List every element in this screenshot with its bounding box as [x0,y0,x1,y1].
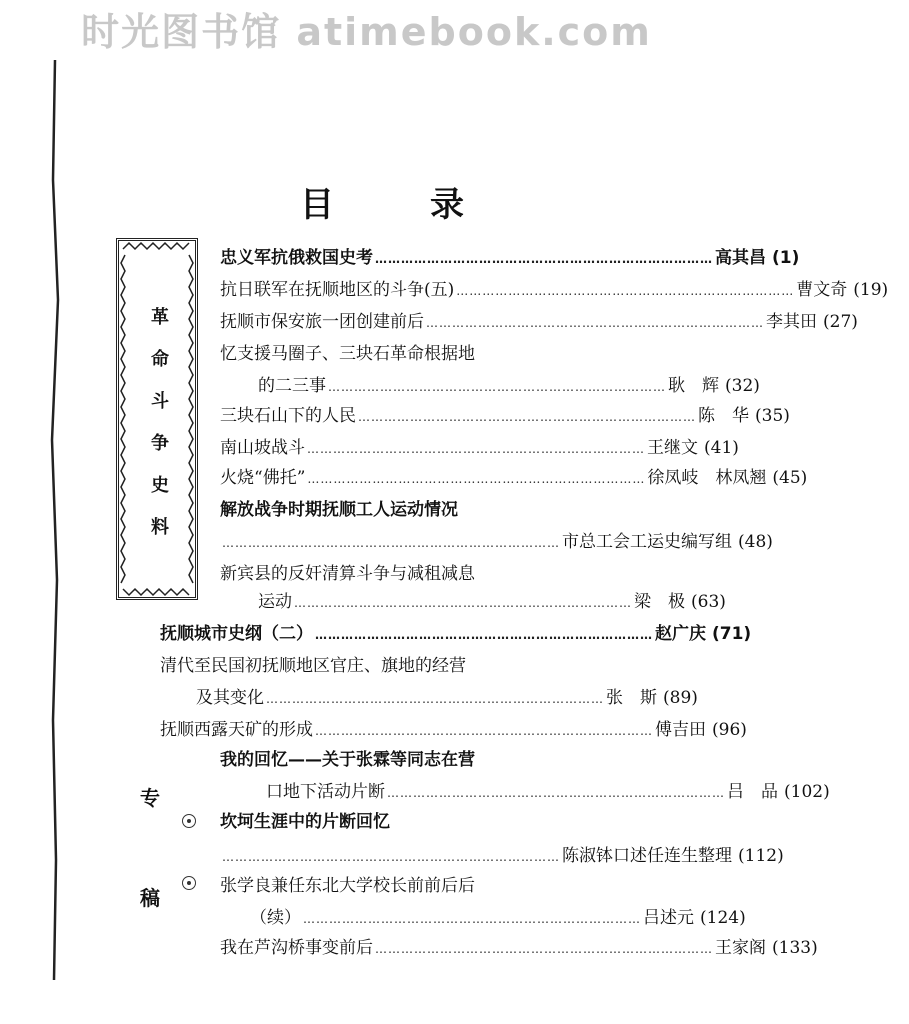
toc-page: (112) [738,846,784,866]
toc-author: 王继文 [647,438,698,458]
toc-entry[interactable] [220,402,790,430]
toc-entry[interactable] [220,528,773,556]
toc-author: 傅吉田 [655,720,706,740]
sidebar-char: 命 [151,349,169,370]
toc-entry[interactable] [266,778,830,806]
dot-leader: …………………………………………………………………… [303,912,641,926]
toc-entry[interactable] [220,308,858,336]
toc-title-line[interactable]: 解放战争时期抚顺工人运动情况 [220,500,458,520]
toc-title: 我在芦沟桥事变前后 [220,938,373,958]
toc-author: 市总工会工运史编写组 [562,532,732,552]
sidebar-char: 料 [151,517,169,538]
toc-title: 抚顺市保安旅一团创建前后 [220,312,424,332]
section-label-gao: 稿 [140,886,160,910]
toc-page: (71) [712,624,752,644]
toc-page: (45) [772,468,808,488]
dot-leader: …………………………………………………………………… [294,596,632,610]
toc-entry[interactable] [258,372,760,400]
toc-entry[interactable] [220,434,739,462]
toc-page: (27) [823,312,858,332]
toc-author: 曹文奇 [796,280,848,300]
page-title [300,180,500,230]
toc-title-line[interactable]: 坎坷生涯中的片断回忆 [220,812,390,832]
toc-page: (32) [725,376,760,396]
toc-title: 抚顺西露天矿的形成 [160,720,313,740]
toc-page: (1) [772,248,800,268]
toc-page: (133) [772,938,818,958]
dot-leader: …………………………………………………………………… [387,786,725,800]
toc-author: 梁 极 [634,592,685,612]
toc-title-line[interactable]: 新宾县的反奸清算斗争与减租减息 [220,564,475,584]
toc-title: 三块石山下的人民 [220,406,356,426]
toc-title-line[interactable]: 张学良兼任东北大学校长前前后后 [220,876,475,896]
toc-title-line[interactable]: 我的回忆——关于张霖等同志在营 [220,750,475,770]
toc-entry[interactable] [220,934,818,962]
sidebar-label [149,297,171,549]
toc-page: (89) [663,688,698,708]
dot-leader: …………………………………………………………………… [456,284,795,298]
toc-entry[interactable] [220,464,808,492]
sidebar-char: 争 [151,433,169,454]
toc-entry[interactable] [220,244,800,272]
dot-leader: …………………………………………………………………… [315,628,653,642]
toc-title: 火烧“佛托” [220,468,306,488]
toc-entry[interactable] [160,620,752,648]
toc-title: 及其变化 [196,688,264,708]
toc-title: （续） [250,908,301,928]
toc-entry[interactable] [220,276,889,304]
toc-title: 忠义军抗俄救国史考 [220,248,373,268]
section-label-zhuan: 专 [140,786,160,810]
toc-page: (41) [704,438,739,458]
sidebar-char: 斗 [151,391,169,412]
toc-page: (19) [853,280,889,300]
dot-leader: …………………………………………………………………… [307,442,645,456]
toc-author: 张 斯 [606,688,657,708]
toc-title-line[interactable]: 忆支援马圈子、三块石革命根据地 [220,344,475,364]
toc-title: 运动 [258,592,292,612]
section-sidebar-box [116,238,198,600]
toc-title: 抚顺城市史纲（二） [160,624,313,644]
title-part-1: 目 [300,185,334,225]
dot-leader: …………………………………………………………………… [222,850,560,864]
toc-page: (96) [712,720,747,740]
dot-leader: …………………………………………………………………… [328,380,666,394]
toc-title: 南山坡战斗 [220,438,305,458]
sidebar-char: 革 [151,307,169,328]
title-part-2: 录 [430,185,464,225]
toc-title: 抗日联军在抚顺地区的斗争(五) [220,280,455,300]
toc-page: (63) [691,592,726,612]
toc-author: 高其昌 [715,248,766,268]
dot-leader: …………………………………………………………………… [375,942,713,956]
toc-author: 赵广庆 [655,624,706,644]
toc-entry[interactable] [258,588,726,616]
circle-bullet-icon [182,876,196,890]
dot-leader: …………………………………………………………………… [426,316,764,330]
toc-title: 口地下活动片断 [266,782,385,802]
toc-page: (102) [784,782,830,802]
toc-entry[interactable] [220,842,784,870]
toc-author: 王家阁 [715,938,766,958]
dot-leader: …………………………………………………………………… [358,410,696,424]
toc-title: 的二三事 [258,376,326,396]
toc-author: 陈淑钵口述任连生整理 [562,846,732,866]
dot-leader: …………………………………………………………………… [307,472,646,486]
toc-entry[interactable] [196,684,698,712]
toc-author: 李其田 [766,312,817,332]
toc-author: 陈 华 [698,406,749,426]
toc-title-line[interactable]: 清代至民国初抚顺地区官庄、旗地的经营 [160,656,466,676]
toc-entry[interactable] [250,904,746,932]
sidebar-char: 史 [151,475,169,496]
toc-page: (35) [755,406,790,426]
dot-leader: …………………………………………………………………… [375,252,713,266]
watermark: 时光图书馆 atimebook.com [81,10,652,54]
dot-leader: …………………………………………………………………… [222,536,560,550]
toc-author: 吕述元 [643,908,694,928]
toc-entry[interactable] [160,716,747,744]
circle-bullet-icon [182,814,196,828]
toc-page: (48) [738,532,773,552]
dot-leader: …………………………………………………………………… [266,692,604,706]
page-edge-line [40,60,70,980]
toc-author: 耿 辉 [668,376,719,396]
dot-leader: …………………………………………………………………… [315,724,653,738]
toc-author: 徐凤岐 林凤翘 [647,468,767,488]
toc-author: 吕 品 [727,782,778,802]
toc-page: (124) [700,908,746,928]
